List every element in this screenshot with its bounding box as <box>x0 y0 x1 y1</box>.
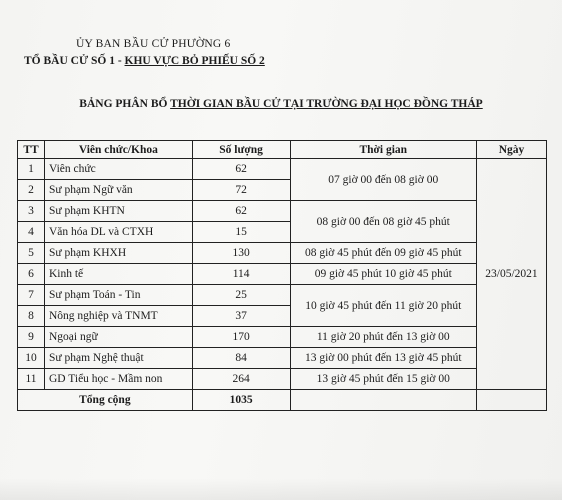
table-row <box>18 327 547 348</box>
polling-area: KHU VỰC BỎ PHIẾU SỐ 2 <box>124 55 265 67</box>
team-name-prefix: TỔ BẦU CỬ SỐ 1 - <box>24 55 125 67</box>
unit-name: Sư phạm Toán - Tin <box>44 285 192 306</box>
committee-name: ỦY BAN BẦU CỬ PHƯỜNG 6 <box>76 38 231 50</box>
unit-count: 114 <box>192 264 290 285</box>
total-row <box>18 390 547 411</box>
unit-name: Sư phạm Ngữ văn <box>44 180 192 201</box>
table-row <box>18 159 547 180</box>
table-row <box>18 348 547 369</box>
unit-count: 170 <box>192 327 290 348</box>
col-header-time: Thời gian <box>290 141 477 159</box>
table-header-row <box>18 141 547 159</box>
page-shadow <box>0 478 562 500</box>
row-number: 1 <box>18 159 45 180</box>
row-number: 9 <box>18 327 45 348</box>
unit-name: Viên chức <box>44 159 192 180</box>
unit-count: 15 <box>192 222 290 243</box>
row-number: 4 <box>18 222 45 243</box>
time-slot: 13 giờ 00 phút đến 13 giờ 45 phút <box>290 348 477 369</box>
unit-name: Sư phạm KHTN <box>44 201 192 222</box>
time-slot: 10 giờ 45 phút đến 11 giờ 20 phút <box>290 285 477 327</box>
total-label: Tổng cộng <box>18 390 193 411</box>
unit-name: Sư phạm Nghệ thuật <box>44 348 192 369</box>
title-prefix: BẢNG PHÂN BỔ <box>79 98 171 110</box>
unit-name: GD Tiểu học - Mầm non <box>44 369 192 390</box>
unit-count: 130 <box>192 243 290 264</box>
row-number: 7 <box>18 285 45 306</box>
unit-count: 62 <box>192 159 290 180</box>
unit-count: 72 <box>192 180 290 201</box>
unit-count: 62 <box>192 201 290 222</box>
col-header-tt: TT <box>18 141 45 159</box>
row-number: 11 <box>18 369 45 390</box>
time-slot: 09 giờ 45 phút 10 giờ 45 phút <box>290 264 477 285</box>
time-slot: 07 giờ 00 đến 08 giờ 00 <box>290 159 477 201</box>
col-header-unit: Viên chức/Khoa <box>44 141 192 159</box>
row-number: 10 <box>18 348 45 369</box>
unit-name: Nông nghiệp và TNMT <box>44 306 192 327</box>
page-title <box>0 98 562 110</box>
row-number: 2 <box>18 180 45 201</box>
total-empty-date <box>477 390 547 411</box>
unit-name: Ngoại ngữ <box>44 327 192 348</box>
time-slot: 08 giờ 00 đến 08 giờ 45 phút <box>290 201 477 243</box>
time-slot: 11 giờ 20 phút đến 13 giờ 00 <box>290 327 477 348</box>
title-main: THỜI GIAN BẦU CỬ TẠI TRƯỜNG ĐẠI HỌC ĐỒNG THÁP <box>170 98 483 110</box>
team-name <box>24 55 265 67</box>
row-number: 8 <box>18 306 45 327</box>
col-header-date: Ngày <box>477 141 547 159</box>
total-empty-time <box>290 390 477 411</box>
table-row <box>18 264 547 285</box>
total-value: 1035 <box>192 390 290 411</box>
election-date: 23/05/2021 <box>477 159 547 390</box>
time-slot: 13 giờ 45 phút đến 15 giờ 00 <box>290 369 477 390</box>
unit-name: Sư phạm KHXH <box>44 243 192 264</box>
row-number: 3 <box>18 201 45 222</box>
unit-count: 84 <box>192 348 290 369</box>
col-header-count: Số lượng <box>192 141 290 159</box>
unit-count: 37 <box>192 306 290 327</box>
unit-count: 264 <box>192 369 290 390</box>
schedule-table <box>17 140 547 411</box>
table-row <box>18 243 547 264</box>
row-number: 5 <box>18 243 45 264</box>
table-row <box>18 285 547 306</box>
unit-name: Kinh tế <box>44 264 192 285</box>
unit-count: 25 <box>192 285 290 306</box>
table-row <box>18 201 547 222</box>
unit-name: Văn hóa DL và CTXH <box>44 222 192 243</box>
row-number: 6 <box>18 264 45 285</box>
time-slot: 08 giờ 45 phút đến 09 giờ 45 phút <box>290 243 477 264</box>
table-row <box>18 369 547 390</box>
